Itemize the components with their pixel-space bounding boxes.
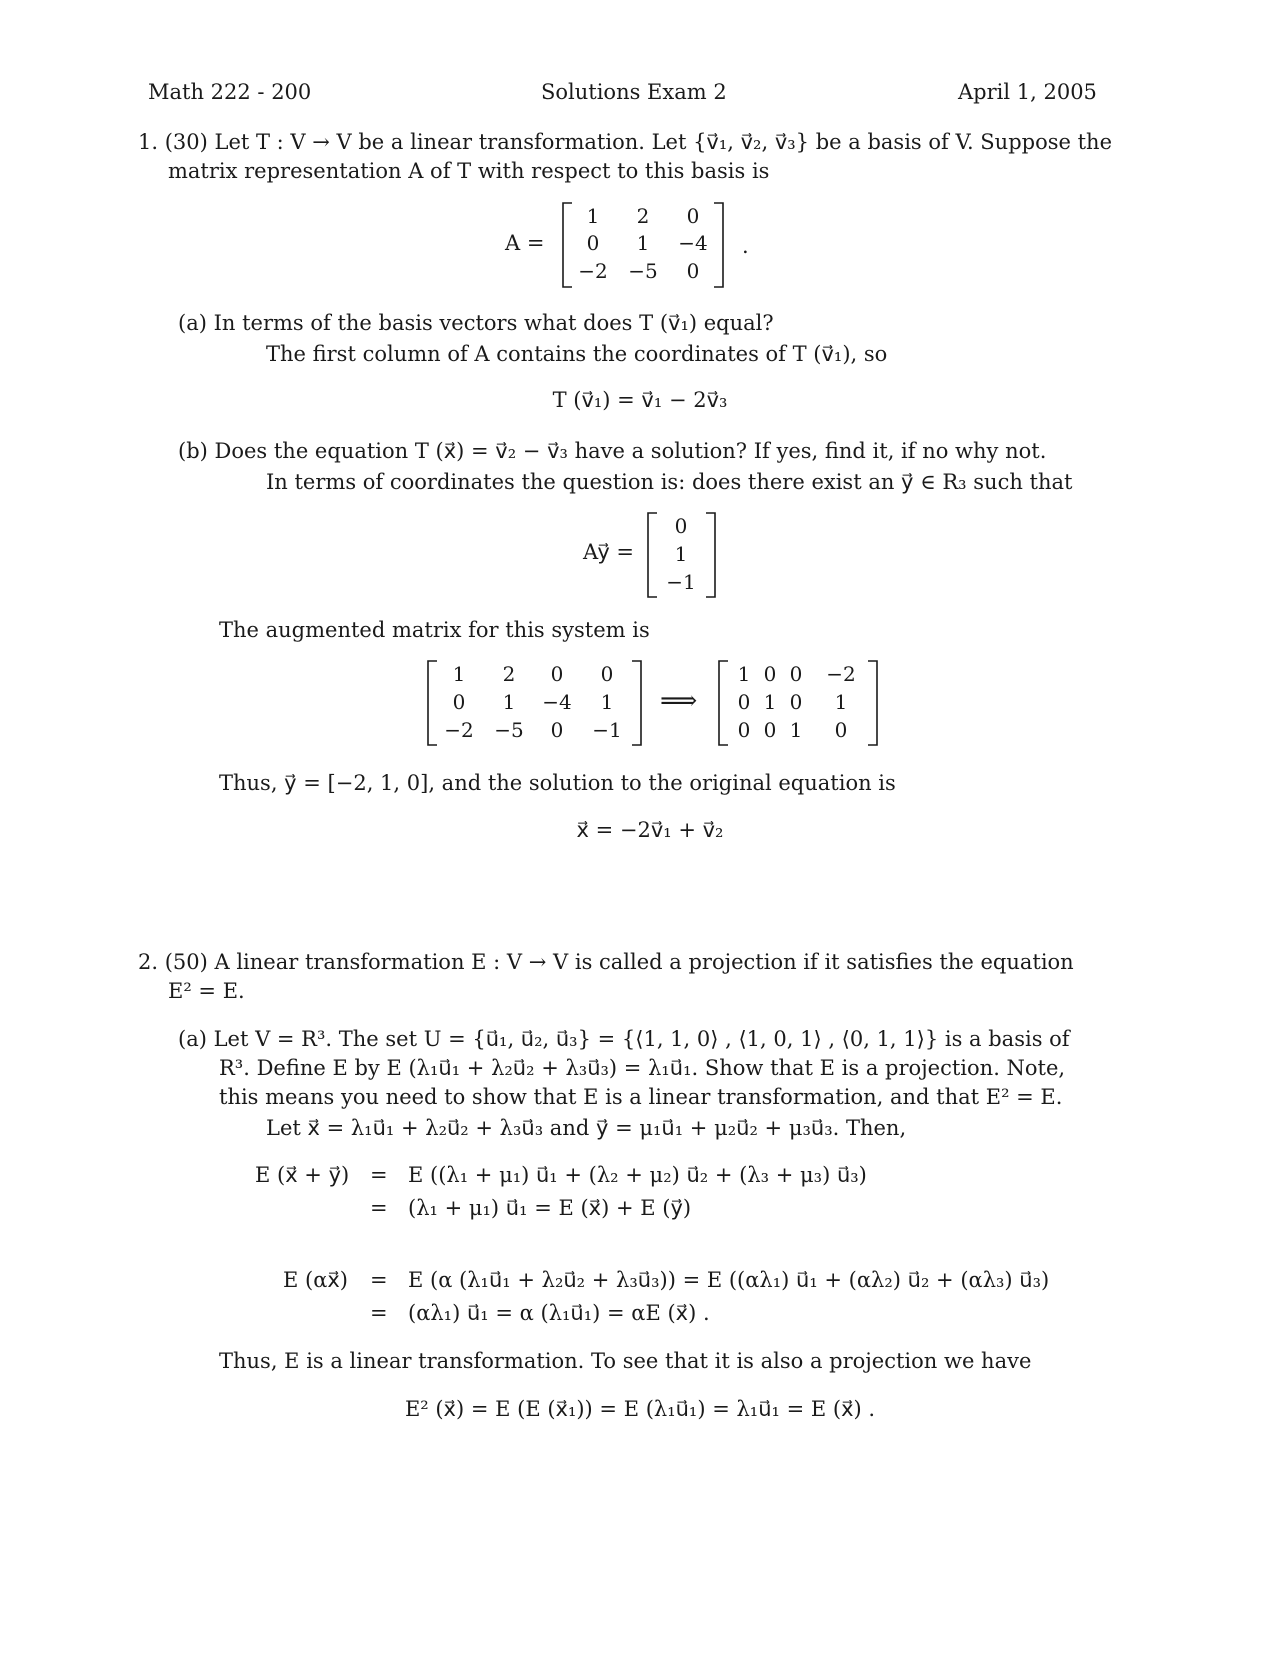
matrix-a-cell: 0 xyxy=(686,204,700,228)
problem1-part-b-question: (b) Does the equation T (x⃗) = v⃗₂ − v⃗₃ have a solution? If yes, find it, if no why not. xyxy=(178,439,1047,463)
reduced-cell: 0 xyxy=(763,662,777,686)
reduced-cell: 1 xyxy=(789,718,803,742)
reduced-cell: 1 xyxy=(763,690,777,714)
augmented-cell: 0 xyxy=(452,690,466,714)
augmented-cell: 1 xyxy=(502,690,516,714)
homogeneity-rhs-line2: (αλ₁) u⃗₁ = α (λ₁u⃗₁) = αE (x⃗) . xyxy=(408,1301,710,1325)
additivity-lhs: E (x⃗ + y⃗) xyxy=(255,1163,350,1187)
augmented-cell: 0 xyxy=(550,718,564,742)
matrix-a-left-bracket xyxy=(560,202,574,288)
augmented-intro: The augmented matrix for this system is xyxy=(219,618,650,642)
augmented-cell: −4 xyxy=(542,690,572,714)
problem1-part-a-answer: The first column of A contains the coordinates of T (v⃗₁), so xyxy=(266,342,888,366)
problem1-part-b-answer: In terms of coordinates the question is: does there exist an y⃗ ∈ R₃ such that xyxy=(266,470,1073,494)
rhs-right-bracket xyxy=(704,512,718,598)
matrix-a-cell: −2 xyxy=(578,259,608,283)
reduced-right-bracket xyxy=(866,660,880,746)
problem2-part-a-line2: R³. Define E by E (λ₁u⃗₁ + λ₂u⃗₂ + λ₃u⃗₃) = λ₁u⃗₁. Show that E is a projection. Note, xyxy=(219,1056,1066,1080)
exam-title: Solutions Exam 2 xyxy=(541,80,727,104)
augmented-right-bracket xyxy=(630,660,644,746)
augmented-cell: −1 xyxy=(592,718,622,742)
problem1-intro-line2: matrix representation A of T with respect to this basis is xyxy=(168,159,770,183)
homogeneity-equals: = xyxy=(370,1301,388,1325)
augmented-cell: −2 xyxy=(444,718,474,742)
augmented-left-bracket xyxy=(425,660,439,746)
problem2-part-a-line3: this means you need to show that E is a linear transformation, and that E² = E. xyxy=(219,1085,1063,1109)
system-label: Ay⃗ = xyxy=(583,540,635,564)
matrix-a-cell: 0 xyxy=(586,231,600,255)
augmented-cell: 0 xyxy=(600,662,614,686)
reduced-cell: 0 xyxy=(834,718,848,742)
problem2-intro-line1: 2. (50) A linear transformation E : V → V is called a projection if it satisfies the equation xyxy=(138,950,1074,974)
rhs-left-bracket xyxy=(645,512,659,598)
homogeneity-lhs: E (αx⃗) xyxy=(283,1268,348,1292)
reduced-left-bracket xyxy=(716,660,730,746)
reduced-cell: 1 xyxy=(737,662,751,686)
projection-final-equation: E² (x⃗) = E (E (x⃗₁)) = E (λ₁u⃗₁) = λ₁u⃗₁ = E (x⃗) . xyxy=(404,1397,876,1421)
reduced-cell: 0 xyxy=(789,690,803,714)
matrix-a-cell: −4 xyxy=(678,231,708,255)
matrix-a-cell: 1 xyxy=(586,204,600,228)
exam-date: April 1, 2005 xyxy=(958,80,1097,104)
rhs-cell: 1 xyxy=(674,542,688,566)
rhs-cell: −1 xyxy=(666,570,696,594)
matrix-a-cell: 1 xyxy=(636,231,650,255)
matrix-a-cell: 2 xyxy=(636,204,650,228)
homogeneity-rhs-line1: E (α (λ₁u⃗₁ + λ₂u⃗₂ + λ₃u⃗₃)) = E ((αλ₁) u⃗₁ + (αλ₂) u⃗₂ + (αλ₃) u⃗₃) xyxy=(408,1268,1050,1292)
problem1-part-a-result: T (v⃗₁) = v⃗₁ − 2v⃗₃ xyxy=(552,388,728,412)
reduced-cell: 0 xyxy=(763,718,777,742)
course-label: Math 222 - 200 xyxy=(148,80,312,104)
implies-arrow: ⟹ xyxy=(660,686,698,716)
augmented-cell: 1 xyxy=(452,662,466,686)
problem2-part-a-line1: (a) Let V = R³. The set U = {u⃗₁, u⃗₂, u⃗₃} = {⟨1, 1, 0⟩ , ⟨1, 0, 1⟩ , ⟨0, 1, 1⟩} is a basis of xyxy=(178,1027,1070,1051)
reduced-cell: 0 xyxy=(789,662,803,686)
augmented-cell: 1 xyxy=(600,690,614,714)
matrix-a-cell: −5 xyxy=(628,259,658,283)
additivity-equals: = xyxy=(370,1163,388,1187)
additivity-rhs-line1: E ((λ₁ + μ₁) u⃗₁ + (λ₂ + μ₂) u⃗₂ + (λ₃ + μ₃) u⃗₃) xyxy=(408,1163,867,1187)
problem1-intro-line1: 1. (30) Let T : V → V be a linear transformation. Let {v⃗₁, v⃗₂, v⃗₃} be a basis of V. Suppose the xyxy=(138,130,1113,154)
reduced-cell: 0 xyxy=(737,718,751,742)
problem2-intro-line2: E² = E. xyxy=(168,979,245,1003)
additivity-equals: = xyxy=(370,1196,388,1220)
matrix-a-period: . xyxy=(742,234,749,258)
reduced-cell: 1 xyxy=(834,690,848,714)
matrix-a-cell: 0 xyxy=(686,259,700,283)
problem1-part-a-question: (a) In terms of the basis vectors what does T (v⃗₁) equal? xyxy=(178,311,774,335)
additivity-rhs-line2: (λ₁ + μ₁) u⃗₁ = E (x⃗) + E (y⃗) xyxy=(408,1196,692,1220)
rhs-cell: 0 xyxy=(674,514,688,538)
augmented-cell: −5 xyxy=(494,718,524,742)
problem1-part-b-solution: x⃗ = −2v⃗₁ + v⃗₂ xyxy=(576,818,724,842)
matrix-a-label: A = xyxy=(505,231,545,255)
matrix-a-right-bracket xyxy=(712,202,726,288)
problem2-part-a-conclusion: Thus, E is a linear transformation. To see that it is also a projection we have xyxy=(219,1349,1032,1373)
problem2-part-a-line4: Let x⃗ = λ₁u⃗₁ + λ₂u⃗₂ + λ₃u⃗₃ and y⃗ = μ₁u⃗₁ + μ₂u⃗₂ + μ₃u⃗₃. Then, xyxy=(266,1116,907,1140)
problem1-part-b-conclusion: Thus, y⃗ = [−2, 1, 0], and the solution to the original equation is xyxy=(219,771,896,795)
homogeneity-equals: = xyxy=(370,1268,388,1292)
augmented-cell: 2 xyxy=(502,662,516,686)
reduced-cell: 0 xyxy=(737,690,751,714)
augmented-cell: 0 xyxy=(550,662,564,686)
reduced-cell: −2 xyxy=(826,662,856,686)
